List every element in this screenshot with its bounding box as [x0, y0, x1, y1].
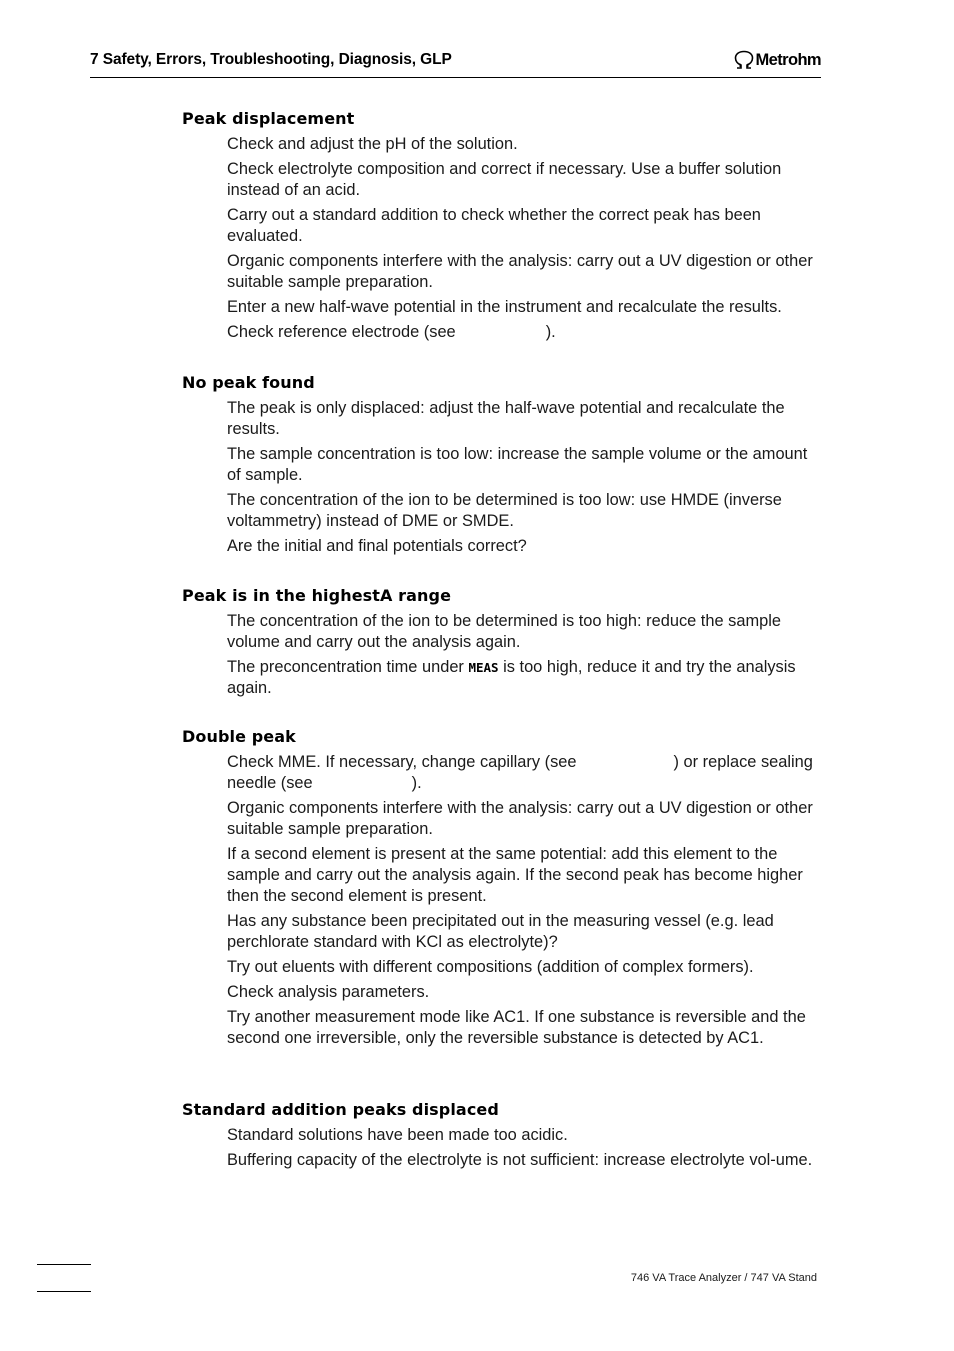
list-item: Carry out a standard addition to check whether the correct peak has been evaluated. [227, 206, 761, 245]
item-text: ) or replace sealing needle (see [227, 753, 813, 792]
item-text: is too high, reduce it and try the analysis again. [227, 658, 796, 697]
omega-logo-icon [733, 50, 755, 70]
footer-rule [37, 1291, 91, 1292]
list-item: Has any substance been precipitated out in the measuring vessel (e.g. lead perchlorate standard with KCl as electrolyte)? [227, 912, 774, 951]
list-item: Organic components interfere with the analysis: carry out a UV digestion or other suitable sample preparation. [227, 252, 813, 291]
chapter-title: 7 Safety, Errors, Troubleshooting, Diagnosis, GLP [90, 51, 452, 68]
list-item: The peak is only displaced: adjust the half-wave potential and recalculate the results. [227, 399, 785, 438]
section-no-peak-found [182, 372, 822, 561]
heading-text: A range [380, 586, 452, 605]
heading-text: Peak is in the highest [182, 586, 381, 605]
list-item: The concentration of the ion to be determined is too high: reduce the sample volume and carry out the analysis again. [227, 612, 781, 651]
list-item: Check analysis parameters. [227, 983, 430, 1001]
section-heading: Standard addition peaks displaced [182, 1100, 499, 1119]
meas-key-label: MEAS [468, 660, 499, 675]
section-highest-range [182, 585, 822, 703]
list-item: Try out eluents with different compositions (addition of complex formers). [227, 958, 754, 976]
list-item: Enter a new half-wave potential in the instrument and recalculate the results. [227, 298, 782, 316]
footer-product-name: 746 VA Trace Analyzer / 747 VA Stand [630, 1272, 817, 1284]
list-item [227, 322, 822, 343]
list-item: Check electrolyte composition and correct if necessary. Use a buffer solution instead of an acid. [227, 160, 782, 199]
item-text: Check MME. If necessary, change capillary (see [227, 753, 577, 771]
list-item: Organic components interfere with the analysis: carry out a UV digestion or other suitable sample preparation. [227, 799, 813, 838]
list-item: Try another measurement mode like AC1. If one substance is reversible and the second one irreversible, only the reversible substance is detected by AC1. [227, 1008, 806, 1047]
list-item: Standard solutions have been made too acidic. [227, 1126, 568, 1144]
item-text: ). [411, 774, 422, 792]
section-heading: Peak displacement [182, 109, 355, 128]
section-heading: Double peak [182, 727, 296, 746]
metrohm-logo [733, 50, 821, 70]
list-item [227, 657, 822, 699]
section-double-peak [182, 726, 822, 1053]
list-item: The sample concentration is too low: increase the sample volume or the amount of sample. [227, 445, 808, 484]
section-standard-addition [182, 1099, 822, 1175]
list-item [227, 752, 822, 794]
item-text: The preconcentration time under [227, 658, 464, 676]
footer-rule [37, 1264, 91, 1265]
item-text: Check reference electrode (see [227, 323, 456, 341]
list-item: If a second element is present at the same potential: add this element to the sample and carry out the analysis again. If the second peak has become higher then the second element is present. [227, 845, 803, 905]
section-heading [182, 585, 822, 607]
section-peak-displacement [182, 108, 822, 347]
list-item: The concentration of the ion to be determined is too low: use HMDE (inverse voltammetry) instead of DME or SMDE. [227, 491, 782, 530]
list-item: Are the initial and final potentials correct? [227, 537, 527, 555]
list-item: Buffering capacity of the electrolyte is not sufficient: increase electrolyte vol-ume. [227, 1151, 813, 1169]
page-header [90, 50, 821, 78]
list-item: Check and adjust the pH of the solution. [227, 135, 518, 153]
item-text: ). [545, 323, 556, 341]
section-heading: No peak found [182, 373, 315, 392]
logo-wordmark: Metrohm [755, 50, 821, 69]
